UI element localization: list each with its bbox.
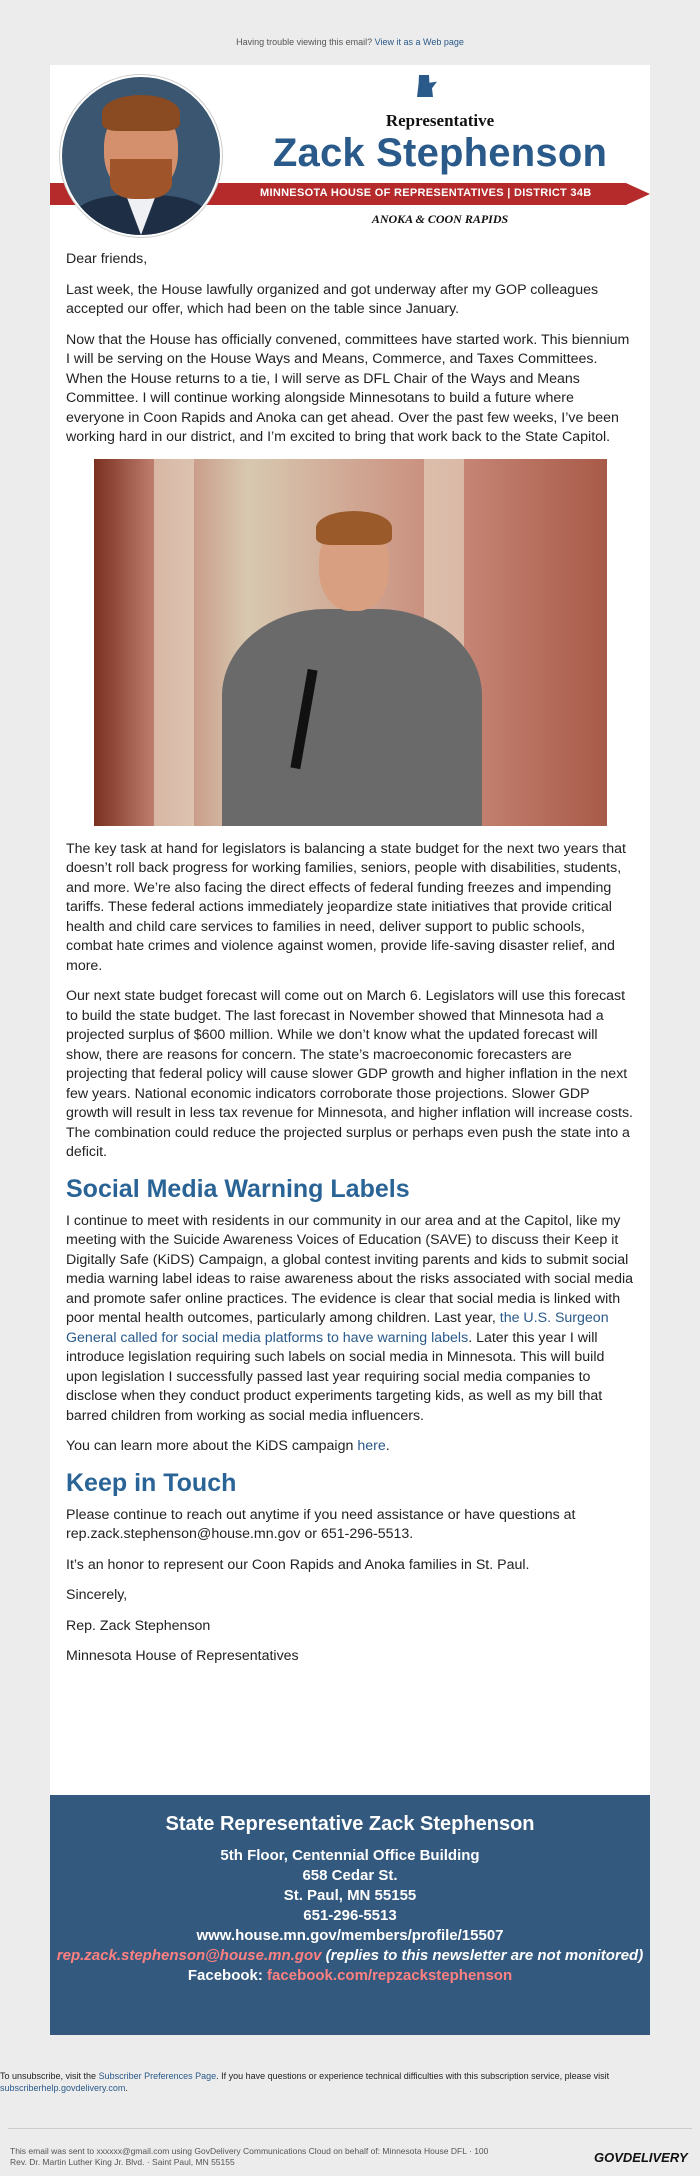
rep-portrait: [60, 75, 222, 237]
paragraph: It’s an honor to represent our Coon Rapids and Anoka families in St. Paul.: [66, 1556, 530, 1573]
paragraph: Rep. Zack Stephenson: [66, 1617, 211, 1634]
contact-line: 651-296-5513: [303, 1907, 397, 1924]
subscriber-help-link[interactable]: subscriberhelp.govdelivery.com: [0, 2083, 126, 2093]
top-note: [0, 0, 700, 47]
divider: [8, 2128, 692, 2129]
rep-speaking-photo: [94, 459, 607, 826]
section-heading-social: Social Media Warning Labels: [66, 1174, 410, 1203]
paragraph: Last week, the House lawfully organized and got underway after my GOP colleagues accepted our offer, which had been on the table since January.: [66, 281, 599, 317]
subscriber-preferences-link[interactable]: Subscriber Preferences Page: [98, 2071, 217, 2081]
contact-website: www.house.mn.gov/members/profile/15507: [196, 1927, 504, 1944]
paragraph: You can learn more about the KiDS campaign here.: [66, 1438, 390, 1454]
letter-body: [50, 250, 650, 1667]
house-district-label: MINNESOTA HOUSE OF REPRESENTATIVES | DISTRICT 34B: [260, 187, 592, 199]
trouble-text: Having trouble viewing this email?: [236, 37, 373, 47]
surgeon-general-link[interactable]: the U.S. Surgeon General called for social media platforms to have warning labels: [66, 1310, 609, 1346]
unsubscribe-note: To unsubscribe, visit the Subscriber Preferences Page. If you have questions or experience technical difficulties with this subscription service, please visit subscriberhelp.govdelivery.com.: [0, 2071, 610, 2093]
contact-email-line: rep.zack.stephenson@house.mn.gov (replies to this newsletter are not monitored): [56, 1947, 644, 1964]
paragraph: Please continue to reach out anytime if you need assistance or have questions at rep.zack.stephenson@house.mn.gov or 651-296-5513.: [66, 1506, 576, 1542]
sent-notice: This email was sent to xxxxxx@gmail.com using GovDelivery Communications Cloud on behalf of: Minnesota House DFL · 100 Rev. Dr. Martin Luther King Jr. Blvd. · Saint Paul, MN 55155: [10, 2146, 489, 2167]
contact-line: St. Paul, MN 55155: [283, 1887, 417, 1904]
facebook-link[interactable]: facebook.com/repzackstephenson: [267, 1967, 513, 1984]
paragraph: Sincerely,: [66, 1587, 128, 1603]
contact-box: [50, 1795, 650, 2035]
paragraph: The key task at hand for legislators is balancing a state budget for the next two years that doesn’t roll back progress for working families, seniors, people with disabilities, students, and more. We’re also facing the direct effects of federal funding freezes and impending tariffs. These federal actions immediately jeopardize state initiatives that provide critical health and child care services to families in need, deliver support to public schools, combat hate crimes and violence against women, provide life-saving disaster relief, and more.: [66, 840, 626, 974]
kids-campaign-link[interactable]: here: [357, 1438, 386, 1454]
contact-line: 5th Floor, Centennial Office Building: [220, 1847, 480, 1864]
contact-title: State Representative Zack Stephenson: [165, 1813, 535, 1835]
rep-name: Zack Stephenson: [272, 131, 608, 175]
paragraph: Minnesota House of Representatives: [66, 1648, 299, 1664]
paragraph: Now that the House has officially convened, committees have started work. This biennium I will be serving on the House Ways and Means, Commerce, and Taxes Committees. When the House returns to a tie, I will serve as DFL Chair of the Ways and Means Committee. I will continue working alongside Minnesotans to build a future where everyone in Coon Rapids and Anoka can get ahead. Over the past few weeks, I’ve been working hard in our district, and I’m excited to bring that work back to the State Capitol.: [66, 331, 630, 445]
minnesota-state-icon: [417, 75, 437, 97]
paragraph: Our next state budget forecast will come out on March 6. Legislators will use this forecast to build the state budget. The last forecast in November showed that Minnesota had a projected surplus of $600 million. While we don’t know what the updated forecast will show, there are reasons for concern. The state’s macroeconomic forecasters are projecting that federal policy will cause slower GDP growth and higher inflation in the next few years. National economic indicators corroborate those projections. Slower GDP growth will result in less tax revenue for Minnesota, and higher inflation will increase costs. The combination could reduce the projected surplus or perhaps even push the state into a deficit.: [66, 988, 633, 1160]
contact-line: 658 Cedar St.: [302, 1867, 398, 1884]
view-web-link[interactable]: View it as a Web page: [374, 37, 464, 47]
district-cities: ANOKA & COON RAPIDS: [371, 212, 509, 226]
greeting: Dear friends,: [66, 251, 148, 267]
newsletter-card: [50, 65, 650, 1915]
contact-email-link[interactable]: rep.zack.stephenson@house.mn.gov: [56, 1947, 322, 1964]
paragraph: I continue to meet with residents in our community in our area and at the Capitol, like my meeting with the Suicide Awareness Voices of Education (SAVE) to discuss their Keep it Digitally Safe (KiDS) Campaign, a global contest inviting parents and kids to submit social media warning label ideas to raise awareness about the risks associated with social media and promote safer online practices. The evidence is clear that social media is linked with poor mental health outcomes, particularly among children. Last year, the U.S. Surgeon General called for social media platforms to have warning labels. Later this year I will introduce legislation requiring such labels on social media in Minnesota. This will build upon legislation I successfully passed last year requiring social media companies to disclose when they conduct product experiments targeting kids, as well as my bill that barred children from working as social media influencers.: [66, 1212, 634, 1424]
facebook-line: Facebook: facebook.com/repzackstephenson: [187, 1967, 513, 1984]
header: [50, 65, 650, 250]
rep-label: Representative: [385, 111, 495, 130]
section-heading-keep: Keep in Touch: [66, 1468, 237, 1497]
govdelivery-logo: GOVDELIVERY: [594, 2150, 688, 2165]
